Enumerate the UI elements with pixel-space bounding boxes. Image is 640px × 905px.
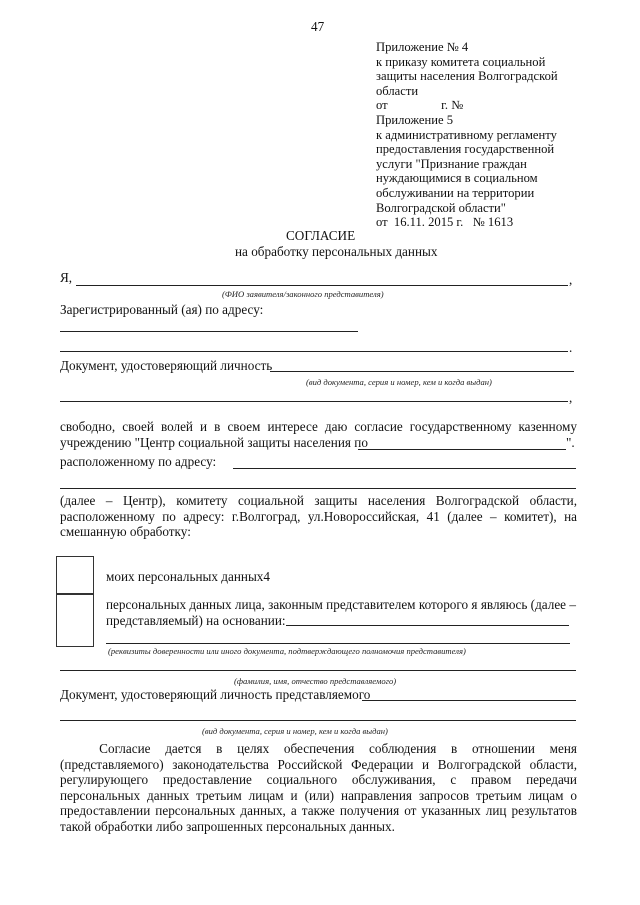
- doc-label: Документ, удостоверяющий личность: [60, 358, 273, 373]
- i-label: Я,: [60, 270, 73, 285]
- header-line: Приложение 5: [376, 112, 454, 127]
- header-block: [376, 40, 558, 230]
- rep-doc-field-2[interactable]: [60, 720, 576, 721]
- header-line: услуги "Признание граждан: [376, 156, 527, 171]
- center-quote: ".: [566, 435, 575, 450]
- header-line: к приказу комитета социальной: [376, 54, 546, 69]
- consent-line: учреждению "Центр социальной защиты населения по: [60, 435, 368, 450]
- doc-field-2[interactable]: [60, 401, 568, 402]
- rep-doc-caption: (вид документа, серия и номер, кем и когда выдан): [202, 726, 388, 736]
- address-field-2[interactable]: [60, 351, 568, 352]
- fio-caption: (ФИО заявителя/законного представителя): [222, 289, 384, 299]
- center-line: смешанную обработку:: [60, 524, 191, 540]
- header-line: Приложение № 4: [376, 40, 469, 54]
- page-number: 47: [311, 19, 325, 34]
- header-line: нуждающимися в социальном: [376, 171, 538, 186]
- header-line: предоставления государственной: [376, 142, 555, 157]
- header-line: обслуживании на территории: [376, 185, 535, 200]
- consent-paragraph: [60, 419, 577, 435]
- rep-doc-field[interactable]: [362, 700, 576, 701]
- fio-comma: ,: [569, 272, 573, 287]
- option-own-label: моих персональных данных4: [106, 569, 270, 584]
- center-line: расположенному по адресу: г.Волгоград, ул.Новороссийская, 41 (далее – комитет), на: [60, 508, 577, 524]
- center-line: (далее – Центр), комитету социальной защиты населения Волгоградской области,: [60, 493, 577, 508]
- option-represented-label: [106, 597, 576, 628]
- consent-line: свободно, своей волей и в своем интересе даю согласие государственному казенному: [60, 419, 577, 434]
- doc-field[interactable]: [270, 371, 574, 372]
- option-line: представляемый) на основании:: [106, 612, 286, 628]
- option-checkbox-represented[interactable]: [56, 593, 94, 647]
- document-title: СОГЛАСИЕ: [286, 228, 356, 243]
- fio-field[interactable]: [76, 285, 568, 286]
- doc-caption: (вид документа, серия и номер, кем и когда выдан): [306, 377, 492, 387]
- doc-comma: ,: [569, 390, 573, 405]
- purpose-line: предоставлении персональных данных, а также получения от указанных лиц результатов: [60, 803, 577, 819]
- center-address-field-2[interactable]: [60, 488, 576, 489]
- center-paragraph: [60, 493, 577, 540]
- address-label: Зарегистрированный (ая) по адресу:: [60, 302, 264, 317]
- document-subtitle: на обработку персональных данных: [235, 244, 438, 259]
- consent-line: расположенному по адресу:: [60, 454, 217, 469]
- rep-fio-caption: (фамилия, имя, отчество представляемого): [234, 676, 397, 686]
- rep-doc-label: Документ, удостоверяющий личность представляемого: [60, 687, 371, 702]
- address-dot: .: [569, 340, 573, 355]
- address-field-1[interactable]: [60, 331, 358, 332]
- basis-field-2[interactable]: [106, 643, 570, 644]
- purpose-line: Согласие дается в целях обеспечения соблюдения в отношении меня: [60, 741, 577, 756]
- header-line: области: [376, 83, 419, 98]
- header-line: к административному регламенту: [376, 127, 557, 142]
- basis-field[interactable]: [286, 625, 569, 626]
- header-line: защиты населения Волгоградской: [376, 69, 558, 84]
- header-line: от 16.11. 2015 г. № 1613: [376, 215, 514, 230]
- purpose-line: (представляемого) законодательства Российской Федерации и Волгоградской области,: [60, 756, 577, 772]
- purpose-line: регулирующего предоставление социального обслуживания, с правом передачи: [60, 772, 577, 788]
- purpose-line: такой обработки либо запрошенных персональных данных.: [60, 818, 395, 834]
- header-line: Волгоградской области": [376, 200, 506, 215]
- purpose-line: персональных данных третьим лицам и (или) направления запросов третьим лицам о: [60, 787, 577, 803]
- header-line: от г. №: [376, 98, 464, 113]
- rep-fio-field[interactable]: [60, 670, 576, 671]
- purpose-paragraph: [60, 741, 577, 835]
- center-address-field[interactable]: [233, 468, 576, 469]
- center-name-field[interactable]: [358, 449, 566, 450]
- basis-caption: (реквизиты доверенности или иного документа, подтверждающего полномочия представителя): [108, 646, 466, 656]
- option-checkbox-own[interactable]: [56, 556, 94, 595]
- option-line: персональных данных лица, законным представителем которого я являюсь (далее –: [106, 597, 576, 612]
